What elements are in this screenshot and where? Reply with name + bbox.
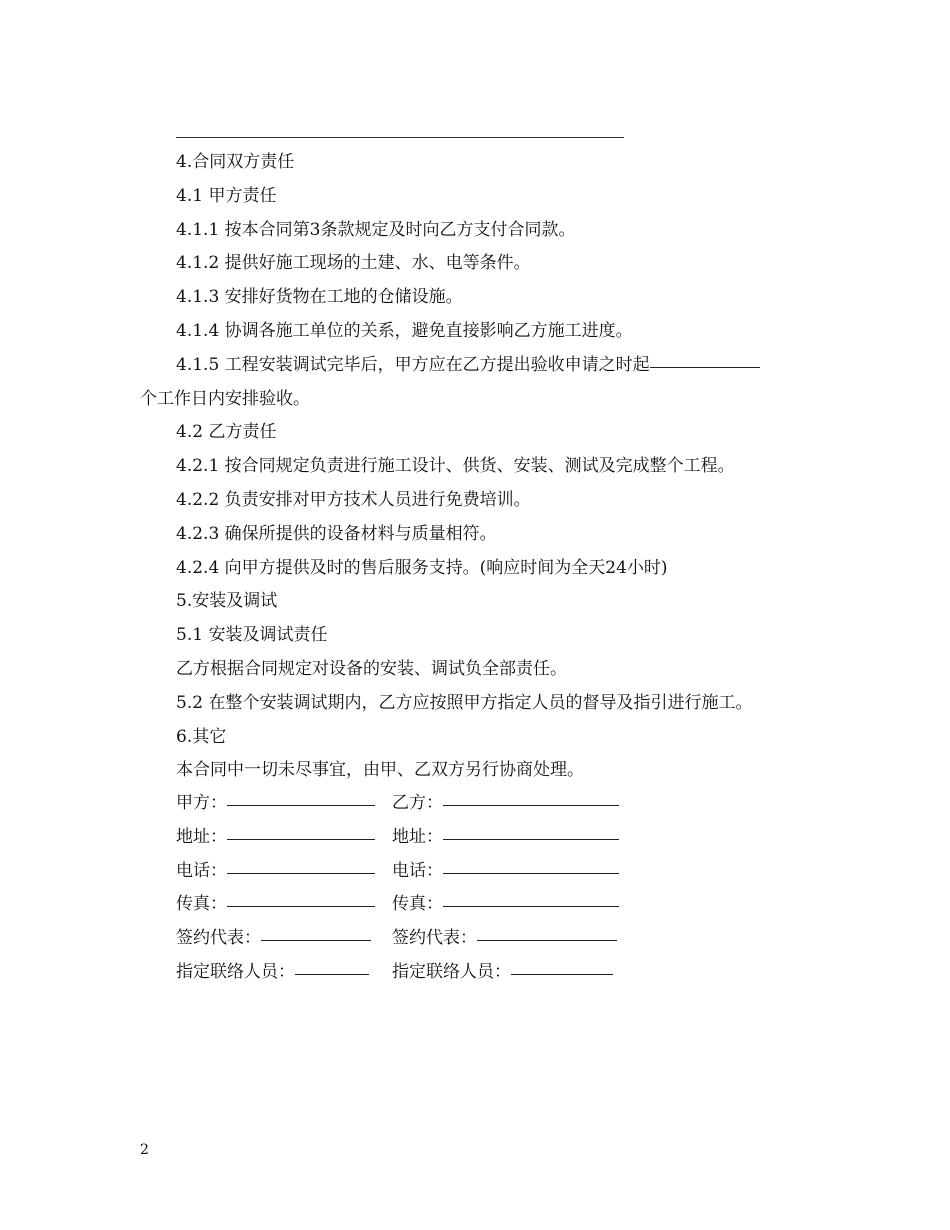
signature-block [176,787,636,990]
blank-line [443,804,619,806]
clause: 4.1.3 安排好货物在工地的仓储设施。 [176,287,463,308]
clause: 本合同中一切未尽事宜，由甲、乙双方另行协商处理。 [176,760,584,781]
signature-label: 签约代表： [392,928,477,949]
section-heading: 5.安装及调试 [176,591,278,612]
clause: 4.2.1 按合同规定负责进行施工设计、供货、安装、测试及完成整个工程。 [176,456,735,477]
signature-row [176,956,636,990]
section-heading: 6.其它 [176,726,227,747]
signature-label: 地址： [392,826,443,847]
top-underline [176,137,624,138]
signature-row [176,855,636,889]
blank-line [443,872,619,874]
clause: 乙方根据合同规定对设备的安装、调试负全部责任。 [176,658,567,679]
signature-label: 传真： [176,894,227,915]
clause: 4.1.2 提供好施工现场的土建、水、电等条件。 [176,253,531,274]
clause: 4.2.3 确保所提供的设备材料与质量相符。 [176,523,497,544]
clause: 4.2.4 向甲方提供及时的售后服务支持。(响应时间为全天24小时) [176,557,668,578]
blank-line [477,939,617,941]
section-heading: 4.合同双方责任 [176,152,295,172]
subsection-heading: 5.1 安装及调试责任 [176,625,328,646]
blank-line [227,872,375,874]
clause: 4.1.4 协调各施工单位的关系，避免直接影响乙方施工进度。 [176,320,633,341]
signature-label: 甲方： [176,793,227,813]
signature-label: 地址： [176,826,227,847]
clause-continued: 个工作日内安排验收。 [140,388,310,409]
clause: 5.2 在整个安装调试期内，乙方应按照甲方指定人员的督导及指引进行施工。 [176,692,753,713]
blank-line [511,973,613,975]
signature-label: 电话： [392,860,443,881]
clause-text: 4.1.5 工程安装调试完毕后，甲方应在乙方提出验收申请之时起 [176,354,650,375]
clause [140,349,820,383]
blank-line [227,838,375,840]
contract-body [140,146,820,788]
signature-label: 指定联络人员： [176,961,295,982]
blank-line [650,366,760,368]
blank-line [295,973,369,975]
signature-row [176,888,636,922]
signature-label: 乙方： [392,793,443,813]
subsection-heading: 4.1 甲方责任 [176,185,277,206]
signature-row [176,787,636,821]
clause: 4.1.1 按本合同第3条款规定及时向乙方支付合同款。 [176,219,576,240]
signature-label: 签约代表： [176,928,261,949]
clause: 4.2.2 负责安排对甲方技术人员进行免费培训。 [176,489,531,510]
signature-row [176,821,636,855]
blank-line [261,939,371,941]
subsection-heading: 4.2 乙方责任 [176,422,277,443]
signature-row [176,922,636,956]
blank-line [227,804,375,806]
blank-line [443,838,619,840]
blank-line [443,905,619,907]
blank-line [227,905,375,907]
page-number: 2 [140,1142,149,1158]
signature-label: 传真： [392,894,443,915]
signature-label: 电话： [176,860,227,881]
signature-label: 指定联络人员： [392,961,511,982]
